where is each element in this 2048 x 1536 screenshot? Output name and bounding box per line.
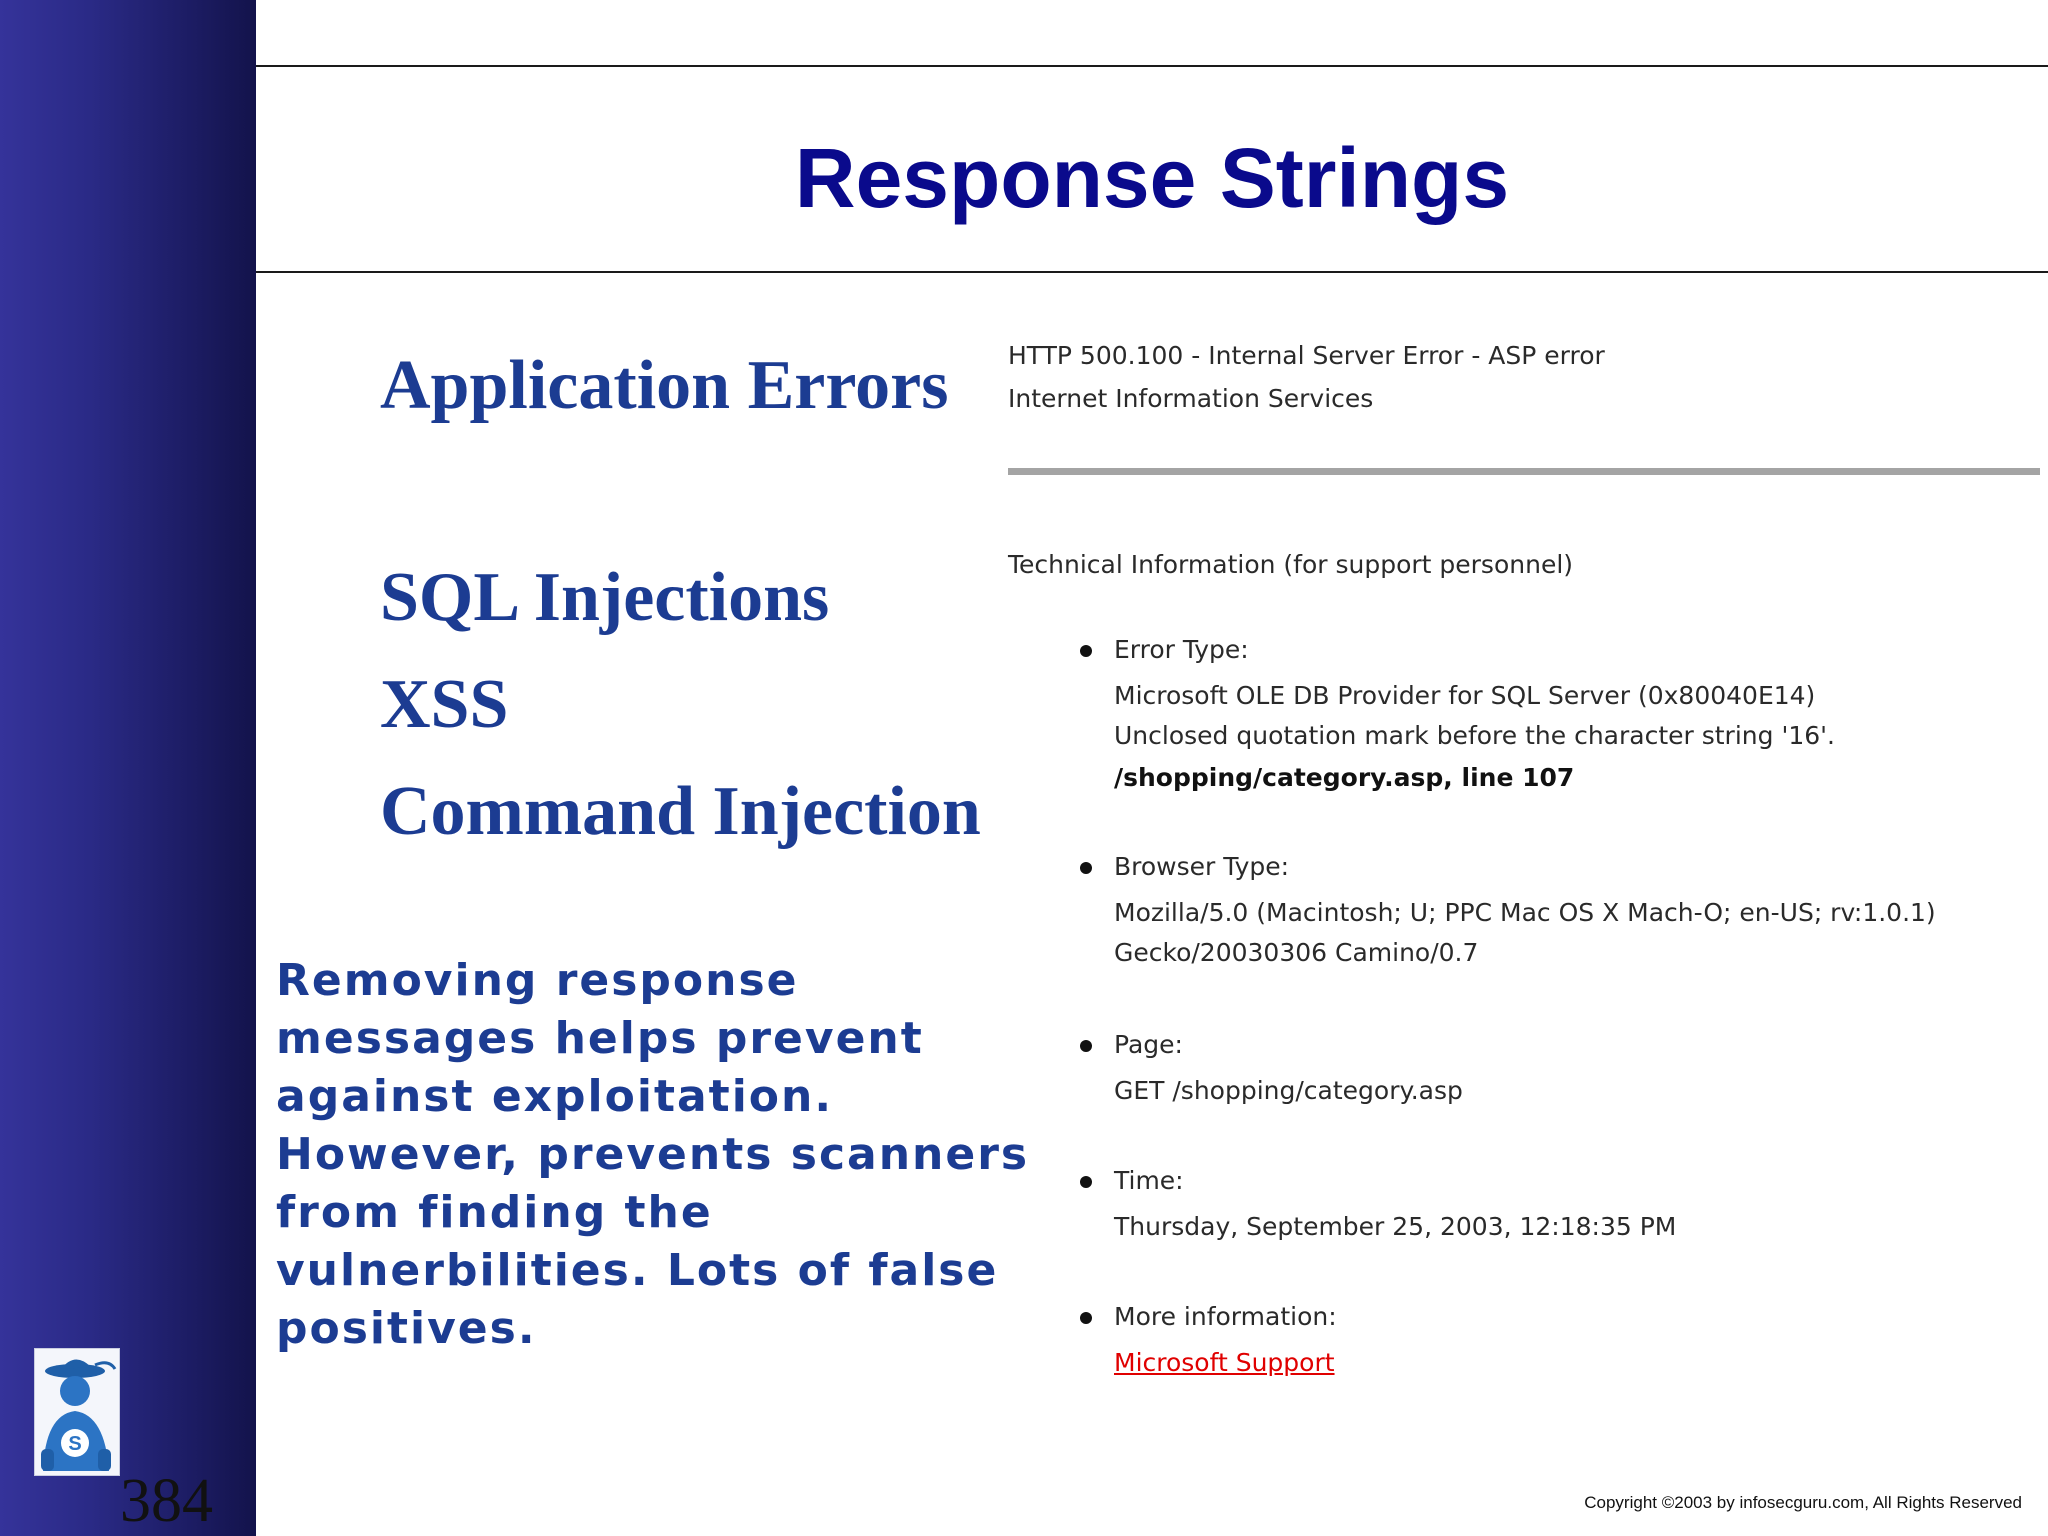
page-label: Page: xyxy=(1114,1030,1183,1059)
error-page-screenshot xyxy=(1008,340,2048,1410)
browser-line-1: Mozilla/5.0 (Macintosh; U; PPC Mac OS X Mach-O; en-US; rv:1.0.1) xyxy=(1114,898,1936,927)
title-rule xyxy=(256,271,2048,273)
slide-number: 384 xyxy=(120,1467,213,1535)
time-value: Thursday, September 25, 2003, 12:18:35 PM xyxy=(1114,1212,1677,1241)
mascot-icon xyxy=(35,1349,119,1475)
bullet-sql-injections: SQL Injections xyxy=(380,559,830,636)
error-location-line: /shopping/category.asp, line 107 xyxy=(1114,763,1575,792)
browser-type-label: Browser Type: xyxy=(1114,852,1290,881)
error-type-label: Error Type: xyxy=(1114,635,1249,664)
bullet-dot-icon xyxy=(1080,645,1092,657)
error-subheading: Internet Information Services xyxy=(1008,384,1374,413)
bullet-dot-icon xyxy=(1080,862,1092,874)
copyright-text: Copyright ©2003 by infosecguru.com, All Rights Reserved xyxy=(1584,1493,2022,1512)
tech-info-heading: Technical Information (for support personnel) xyxy=(1008,550,1574,579)
time-label: Time: xyxy=(1114,1166,1184,1195)
bullet-command-injection: Command Injection xyxy=(380,773,981,850)
top-rule xyxy=(256,65,2048,67)
more-info-label: More information: xyxy=(1114,1302,1337,1331)
bullet-xss: XSS xyxy=(380,666,509,743)
bullet-list xyxy=(370,330,990,870)
bullet-dot-icon xyxy=(1080,1040,1092,1052)
page-value: GET /shopping/category.asp xyxy=(1114,1076,1463,1105)
sidebar-band xyxy=(0,0,256,1536)
microsoft-support-link[interactable]: Microsoft Support xyxy=(1114,1348,1335,1377)
bullet-application-errors: Application Errors xyxy=(380,347,949,424)
note-text: Removing response messages helps prevent against exploitation. However, prevents scanners from finding the vulnerbilities. Lots of false positives. xyxy=(276,955,1030,1354)
bullet-dot-icon xyxy=(1080,1176,1092,1188)
divider xyxy=(1008,468,2040,475)
error-heading: HTTP 500.100 - Internal Server Error - ASP error xyxy=(1008,341,1605,370)
browser-line-2: Gecko/20030306 Camino/0.7 xyxy=(1114,938,1479,967)
logo-letter: S xyxy=(68,1433,82,1455)
slide-title: Response Strings xyxy=(794,131,1510,225)
logo xyxy=(34,1348,120,1476)
error-message-line: Unclosed quotation mark before the character string '16'. xyxy=(1114,721,1835,750)
error-type-line: Microsoft OLE DB Provider for SQL Server (0x80040E14) xyxy=(1114,681,1816,710)
bullet-dot-icon xyxy=(1080,1312,1092,1324)
